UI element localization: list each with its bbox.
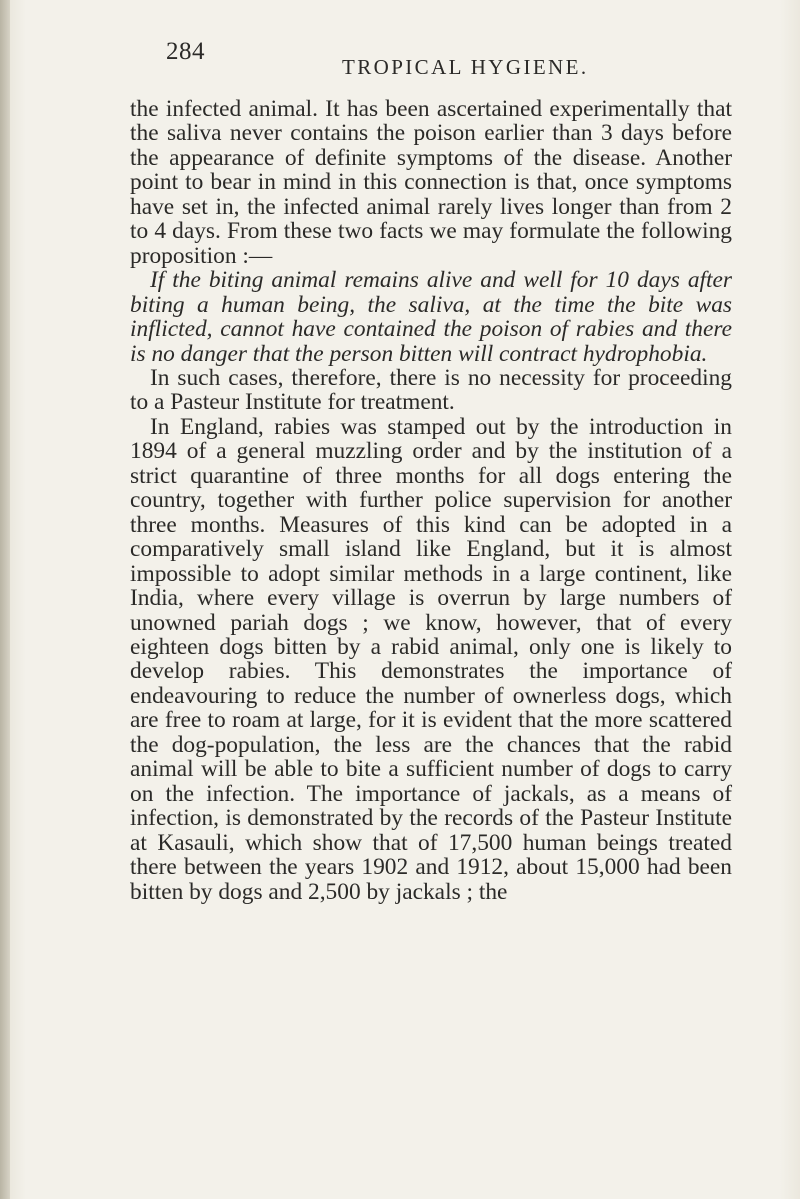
page-header [166, 38, 726, 78]
body-text [130, 97, 732, 904]
paragraph-continuation: the infected animal. It has been ascertained experimentally that the saliva never contains the poison earlier than 3 days before the appearance of definite symptoms of the disease. Another point to bear in mind in this connection is that, once symptoms have set in, the infected animal rarely lives longer than from 2 to 4 days. From these two facts we may formulate the following proposition :— [130, 96, 732, 269]
running-head: TROPICAL HYGIENE. [342, 55, 589, 79]
paragraph-england-rabies: In England, rabies was stamped out by the introduction in 1894 of a general muzzling order and by the institution of a strict quarantine of three months for all dogs entering the country, together with further police supervision for another three months. Measures of this kind can be adopted in a comparatively small island like England, but it is almost impossible to adopt similar methods in a large continent, like India, where every village is overrun by large numbers of unowned pariah dogs ; we know, however, that of every eighteen dogs bitten by a rabid animal, only one is likely to develop rabies. This demonstrates the importance of endeavouring to reduce the number of ownerless dogs, which are free to roam at large, for it is evident that the more scattered the dog-population, the less are the chances that the rabid animal will be able to bite a sufficient number of dogs to carry on the infection. The importance of jackals, as a means of infection, is demonstrated by the records of the Pasteur Institute at Kasauli, which show that of 17,500 human beings treated there between the years 1902 and 1912, about 15,000 had been bitten by dogs and 2,500 by jackals ; the [130, 413, 732, 905]
paragraph-proposition: If the biting animal remains alive and well for 10 days after biting a human being, the saliva, at the time the bite was inflicted, cannot have contained the poison of rabies and there is no danger that the person bitten will contract hydrophobia. [130, 267, 732, 367]
paragraph-no-necessity: In such cases, therefore, there is no necessity for proceeding to a Pasteur Institute for treatment. [130, 364, 732, 416]
page-gutter [0, 0, 10, 1199]
page-number: 284 [166, 38, 205, 65]
